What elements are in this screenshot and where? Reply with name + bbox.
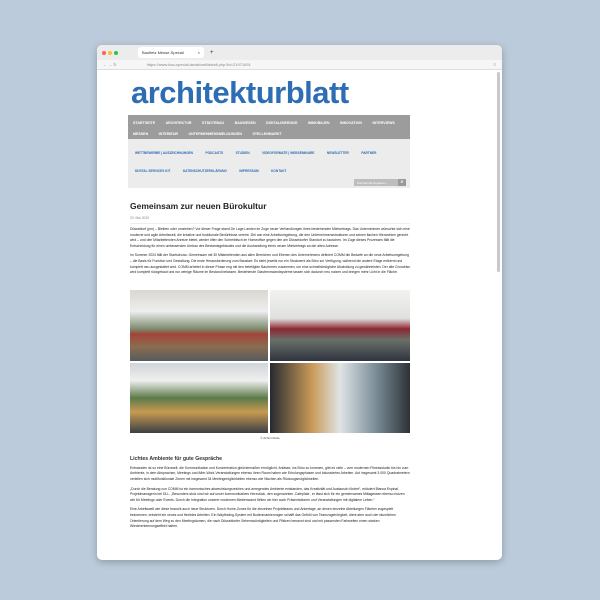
nav-item[interactable]: KONTAKT [271,169,287,173]
nav-item[interactable]: DATENSCHUTZERKLÄRUNG [182,169,227,173]
tab-bar [97,45,502,60]
paragraph: Entstanden ist so eine Bürowelt, die Kommunikation und Konzentration gleichermaßen ermöglicht. Anlässe, ins Büro zu kommen, gibt es viele – vom modernen Fitnessstudio bis hin zum Ambiente, in dem Absprachen, Meetings und After-Work-Veranstaltungen ebenso ihren Raum haben wie Erholungsphasen und fokussiertes Arbeiten. Auf insgesamt 3.000 Quadratmetern verteilen sich multifunktionale Zonen mit insgesamt 34 Meetingmöglichkeiten ebenso wie Nischen als Rückzugsmöglichkeiten. [130,465,410,481]
paragraph: Im Sommer 2024 fällt der Startschuss: Gemeinsam mit 30 Mitarbeitenden aus allen Bereichen und Ebenen des Unternehmens definiert COMM die Bedarfe an die neue Arbeitsumgebung – die Basis für Funktion und Gestaltung. Die erste Herausforderung zum Baustart: Es steht jeweils nur ein Stockwerk als Büro zur Verfügung, während die andere Etage entkernt und komplett neu ausgestattet wird. COMM arbeitet in dieser Phase eng mit den beteiligten Bauherren zusammen, um eine schnellstmögliche Abwicklung zu gewährleisten. Der alte Grundriss wird komplett rückgebaut und nur wenige Räume im Bestand belassen. Bestehende Glastrennwandsysteme lassen sich dadurch neu nutzen und bringen mehr Licht in die Fläche. [130,253,410,275]
article-subheading: Lichtes Ambiente für gute Gespräche [130,455,223,462]
new-tab-icon[interactable]: + [210,49,214,56]
nav-item[interactable]: DIGITAL SERVICES KIT [135,169,171,173]
maximize-window-button[interactable] [114,51,118,55]
search-input[interactable] [354,179,406,186]
paragraph: Düsseldorf (pm) – Bleiben oder umziehen? Vor dieser Frage stand De Lage Landen im Zuge neuer Verhandlungen ihres bestehenden Mietvertrags. Das Unternehmen wünschte sich eine moderne und agile Arbeitswelt, die kreative und funktionale Bedürfnisse vereint. Ziel war eine Arbeitsumgebung, die den Unternehmensstrukturen und seinen flachen Hierarchien gerecht wird – und den Mitarbeitenden Anreize bietet, wieder öfter den Schreibtisch im Homeoffice gegen den am Düsseldorfer Standort zu tauschen. Im Zuge dieses Prozesses fällt die Entscheidung für einen umfassenden Umbau des Bestandsgebäudes und die Aushandlung eines neuen Mietvertrags an der alten Adresse. [130,227,410,248]
forward-icon[interactable]: → [108,62,113,67]
search-icon[interactable]: ⌕ [398,179,406,186]
paragraph: Eine Arbeitswelt wie diese braucht auch neue Strukturen. Durch Home-Zones für die einzelnen Projektteams und Ankertage, an denen einzelne Abteilungen Flächen zugespielt bekommen, entsteht ein neues und flexibles Arbeiten. Ein Wayfinding-System mit Bodenmarkierungen schafft das Gefühl von Teamzugehörigkeit, dient aber auch der räumlichen Orientierung auf dem Weg zu den Meetingräumen, die nach Düsseldorfer Sehenswürdigkeiten und Plätzen benannt sind und mit passenden Farbwelten einen starken Wiedererkennungseffekt haben. [130,507,396,529]
nav-item[interactable]: IMMOBILIEN [307,121,330,125]
paragraph: „Durch die Beratung von COMM ist ein harmonisches abwechslungsreiches und anregendes Ambiente entstanden, das Kreativität und Austausch fördert“, erläutert Bianca Espinal, Projektmanagerin bei DLL. „Besonders stolz sind wir auf unser kommunikatives Herzstück, den sogenannten ‚Cafeplatz‘, er lässt sich für ein gemeinsames Mittagessen ebenso nutzen wie für Meetings oder Events. Durch die Integration unserer modernen Medienwand fühlen wir hier auch Präsentationen und Veranstaltungen mit digitalem Leben.“ [130,486,405,502]
sub-nav [128,139,410,188]
search-placeholder: Suchbegriff eingeben... [357,181,388,185]
site-header [128,70,494,115]
nav-item[interactable]: STARTSEITE [133,121,156,125]
close-tab-icon[interactable]: × [197,50,200,55]
nav-item[interactable]: PARTNER [361,151,377,155]
scrollbar[interactable] [497,72,500,272]
nav-item[interactable]: UNTERNEHMENSMELDUNGEN [188,132,242,136]
back-icon[interactable]: ← [103,62,107,67]
close-window-button[interactable] [102,51,106,55]
office-photo[interactable] [130,290,268,361]
nav-item[interactable]: INTERIEUR [158,132,179,136]
browser-tab[interactable] [138,47,204,58]
web-page [97,70,494,560]
article [130,201,410,530]
menu-icon[interactable]: ≡ [493,62,496,67]
nav-item[interactable]: INNOVATION [339,121,362,125]
office-photo[interactable] [270,290,410,361]
nav-item[interactable]: MESSEN [133,132,149,136]
tab-title: Baufietz Messe-Special [142,50,184,55]
office-photo[interactable] [270,363,410,433]
nav-item[interactable]: IMPRESSUM [239,169,259,173]
site-logo[interactable]: architekturblatt [131,75,349,110]
office-photo[interactable] [130,363,268,433]
main-nav [128,115,410,139]
nav-item[interactable]: PODCASTS [205,151,224,155]
browser-window [97,45,502,560]
nav-item[interactable]: STUDIEN [235,151,250,155]
nav-item[interactable]: BAUWESEN [234,121,256,125]
nav-item[interactable]: INTERVIEWS [372,121,395,125]
image-gallery [130,290,410,433]
image-caption: © Achim Rode [260,435,280,440]
reload-icon[interactable]: ↻ [113,62,117,67]
nav-item[interactable]: ARCHITEKTUR [165,121,192,125]
article-date: 20. Mai 2025 [130,216,410,224]
nav-item[interactable]: NEWSLETTER [326,151,349,155]
nav-item[interactable]: DIGITALISIERUNG [266,121,298,125]
nav-item[interactable]: VIDEOFORMATE | WEBSEMINARE [262,151,315,155]
minimize-window-button[interactable] [108,51,112,55]
nav-item[interactable]: WETTBEWERBE | AUSZEICHNUNGEN [135,151,193,155]
nav-item[interactable]: STÄDTEBAU [201,121,225,125]
nav-item[interactable]: STELLENMARKT [252,132,282,136]
address-bar [97,60,502,70]
article-title: Gemeinsam zur neuen Bürokultur [130,201,267,211]
url-field[interactable]: https://www.bau-special.de/aktuell/detail.php?id=21971691 [146,62,251,67]
